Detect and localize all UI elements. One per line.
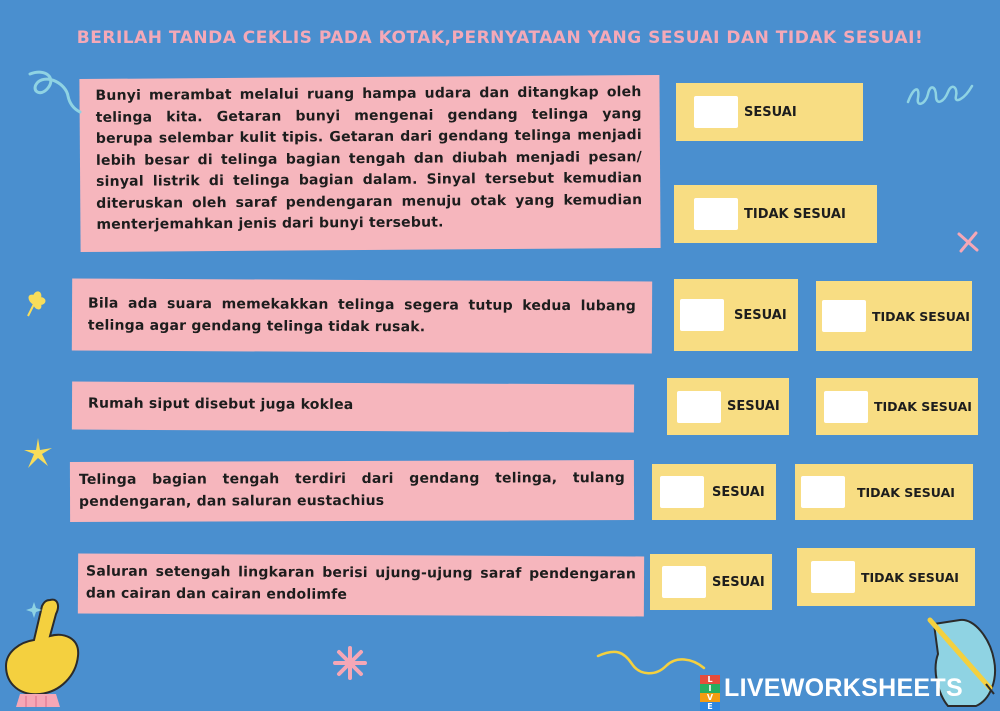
option-label: SESUAI (712, 574, 765, 590)
checkbox-sesuai-5[interactable] (662, 566, 706, 598)
option-sesuai-3[interactable] (667, 378, 789, 435)
flower-doodle-icon (22, 290, 48, 318)
sparkle-doodle-icon (4, 598, 44, 628)
checkbox-tidak-sesuai-1[interactable] (694, 198, 738, 230)
logo-letter: L (700, 675, 720, 684)
page-title: BERILAH TANDA CEKLIS PADA KOTAK,PERNYATAAN YANG SESUAI DAN TIDAK SESUAI! (76, 28, 924, 48)
statement-1: Bunyi merambat melalui ruang hampa udara dan ditangkap oleh telinga kita. Getaran bunyi mengenai gendang telinga yang berupa selembar kulit tipis. Getaran dari gendang telinga menjadi lebih besar di telinga bagian tengah dan diubah menjadi pesan/ sinyal listrik di telinga bagian dalam. Sinyal tersebut kemudian diteruskan oleh saraf pendengaran menuju otak yang kemudian menterjemahkan jenis dari bunyi tersebut. (79, 75, 660, 252)
option-label: SESUAI (744, 104, 797, 120)
option-label: TIDAK SESUAI (861, 569, 959, 585)
option-label: TIDAK SESUAI (857, 484, 955, 500)
logo-letter: I (700, 684, 720, 693)
checkbox-tidak-sesuai-3[interactable] (824, 391, 868, 423)
checkbox-sesuai-2[interactable] (680, 299, 724, 331)
sparkle-doodle-icon (332, 645, 368, 681)
option-sesuai-2[interactable] (674, 279, 798, 351)
option-tidak-sesuai-5[interactable] (797, 548, 975, 606)
logo-letter: E (700, 702, 720, 711)
wave-doodle-icon (906, 80, 976, 110)
option-label: TIDAK SESUAI (744, 206, 846, 222)
option-tidak-sesuai-1[interactable] (674, 185, 877, 243)
checkbox-sesuai-4[interactable] (660, 476, 704, 508)
option-label: SESUAI (734, 307, 787, 323)
checkbox-tidak-sesuai-2[interactable] (822, 300, 866, 332)
checkbox-tidak-sesuai-4[interactable] (801, 476, 845, 508)
liveworksheets-logo (700, 674, 963, 711)
option-label: TIDAK SESUAI (874, 399, 972, 414)
statement-4: Telinga bagian tengah terdiri dari gendang telinga, tulang pendengaran, dan saluran eustachius (70, 460, 634, 522)
wave-doodle-icon (596, 646, 706, 682)
option-tidak-sesuai-4[interactable] (795, 464, 973, 520)
option-label: TIDAK SESUAI (872, 308, 970, 324)
star-burst-doodle-icon (22, 436, 54, 470)
option-label: SESUAI (712, 484, 765, 500)
logo-text: LIVEWORKSHEETS (724, 674, 963, 702)
option-tidak-sesuai-2[interactable] (816, 281, 972, 351)
option-tidak-sesuai-3[interactable] (816, 378, 978, 435)
logo-letter: V (700, 693, 720, 702)
statement-3: Rumah siput disebut juga koklea (72, 382, 634, 433)
option-sesuai-4[interactable] (652, 464, 776, 520)
cross-doodle-icon (956, 230, 980, 254)
swirl-doodle-icon (26, 66, 82, 118)
logo-mark-icon (700, 674, 720, 711)
option-sesuai-1[interactable] (676, 83, 863, 141)
checkbox-sesuai-3[interactable] (677, 391, 721, 423)
option-label: SESUAI (727, 399, 780, 414)
option-sesuai-5[interactable] (650, 554, 772, 610)
statement-5: Saluran setengah lingkaran berisi ujung-ujung saraf pendengaran dan cairan dan cairan endolimfe (78, 554, 644, 617)
statement-2: Bila ada suara memekakkan telinga segera tutup kedua lubang telinga agar gendang telinga tidak rusak. (72, 278, 652, 353)
checkbox-sesuai-1[interactable] (694, 96, 738, 128)
checkbox-tidak-sesuai-5[interactable] (811, 561, 855, 593)
